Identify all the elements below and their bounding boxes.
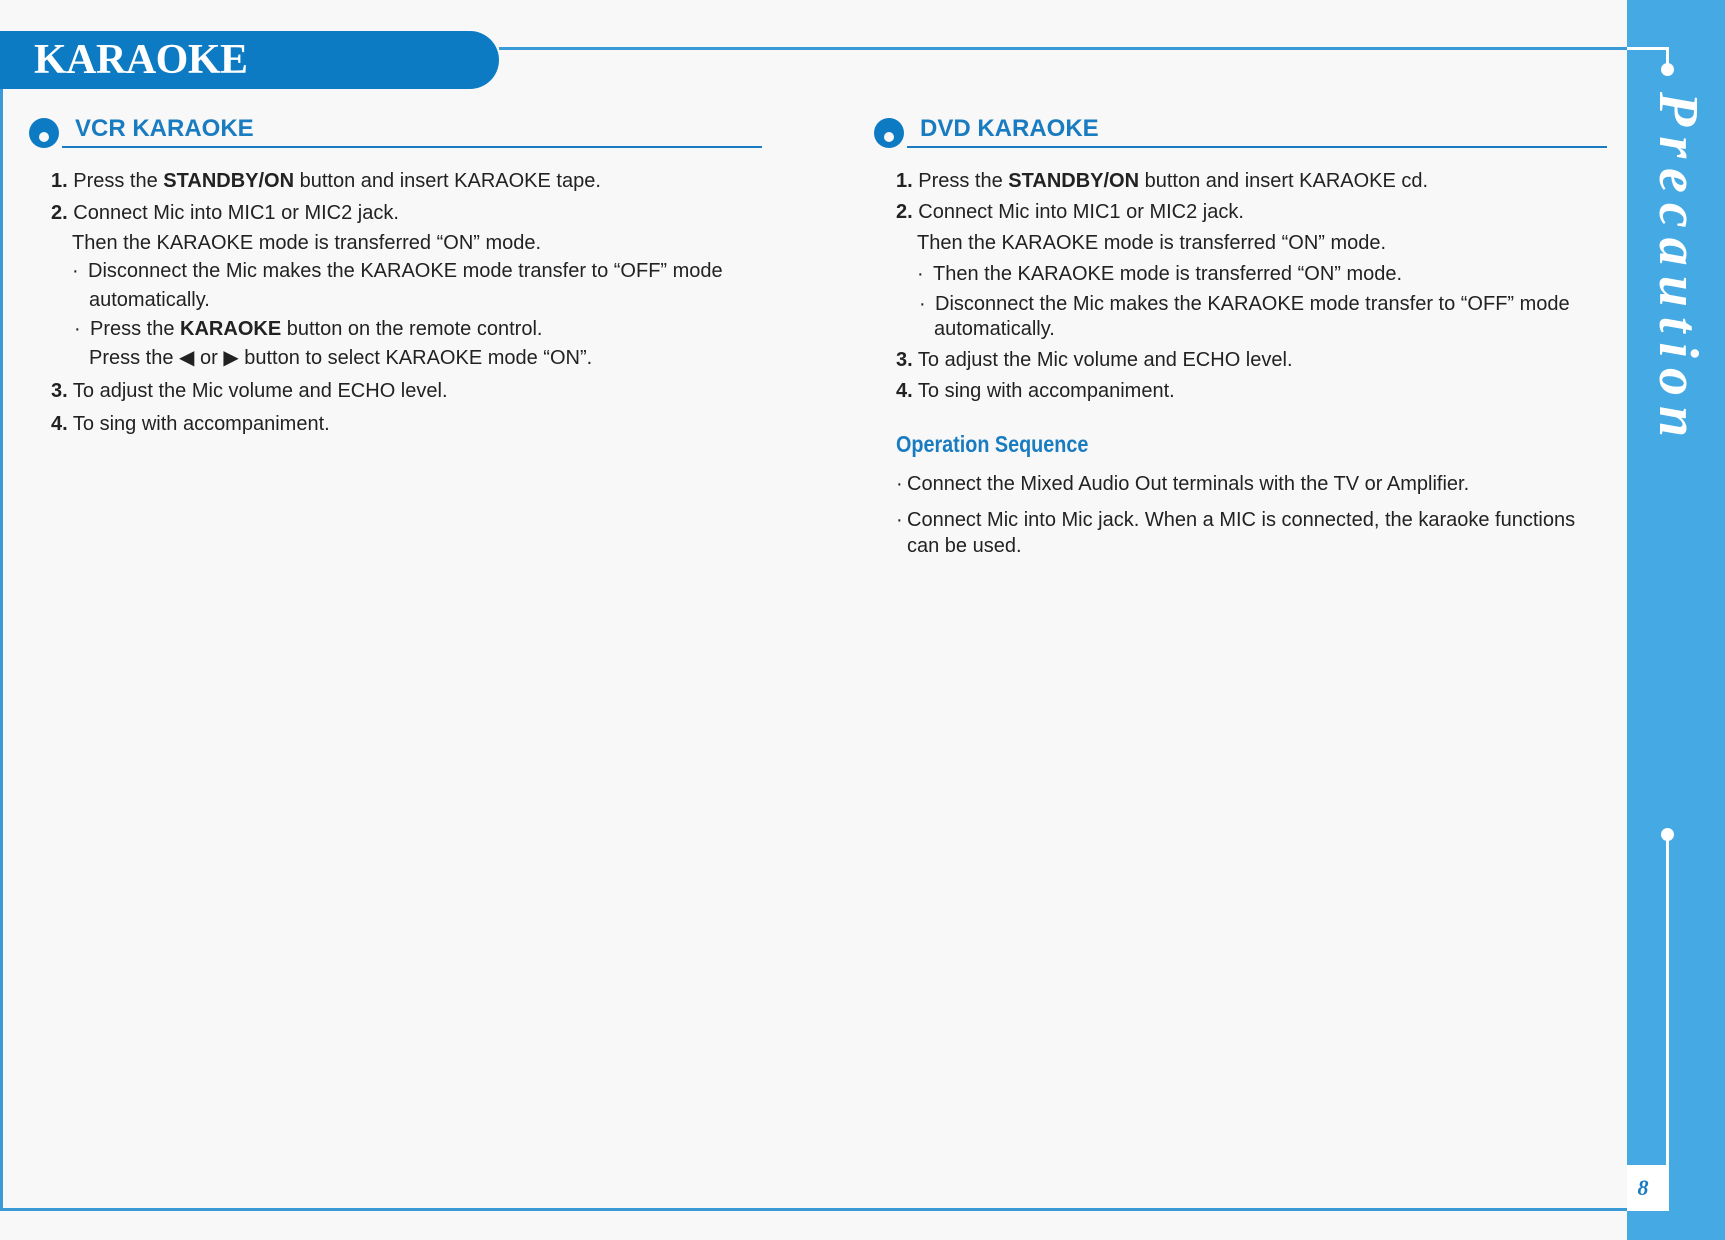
vcr-step-2: 2. Connect Mic into MIC1 or MIC2 jack. — [51, 202, 399, 224]
vcr-karaoke-title: VCR KARAOKE — [75, 115, 254, 142]
vcr-step-2-detail: Then the KARAOKE mode is transferred “ON” mode. — [72, 232, 542, 254]
dvd-step-3: 3. To adjust the Mic volume and ECHO level. — [896, 349, 1293, 371]
dvd-step-2-bullet-2-cont: automatically. — [934, 318, 1055, 340]
dvd-step-4: 4. To sing with accompaniment. — [896, 380, 1175, 402]
vcr-step-2-bullet-1: · Disconnect the Mic makes the KARAOKE mode transfer to “OFF” mode — [72, 260, 723, 282]
operation-bullet-2: · Connect Mic into Mic jack. When a MIC is connected, the karaoke functions — [896, 509, 1576, 531]
operation-bullet-1: · Connect the Mixed Audio Out terminals with the TV or Amplifier. — [896, 473, 1470, 495]
sidebar-dot-top — [1661, 63, 1674, 76]
dvd-step-2-detail: Then the KARAOKE mode is transferred “ON” mode. — [917, 232, 1387, 254]
vcr-step-2-bullet-2-cont: Press the ◀ or ▶ button to select KARAOKE mode “ON”. — [89, 347, 593, 369]
vcr-step-3: 3. To adjust the Mic volume and ECHO level. — [51, 380, 448, 402]
section-bullet-icon — [29, 118, 59, 148]
operation-bullet-2-cont: can be used. — [907, 535, 1022, 557]
left-border — [0, 89, 3, 1211]
section-bullet-icon — [874, 118, 904, 148]
bottom-border — [0, 1208, 1627, 1211]
vcr-step-2-bullet-1-cont: automatically. — [89, 289, 210, 311]
header-rule — [499, 47, 1627, 50]
sidebar-connector — [1627, 47, 1669, 50]
page-title: KARAOKE — [34, 37, 248, 83]
dvd-step-2-bullet-2: · Disconnect the Mic makes the KARAOKE mode transfer to “OFF” mode — [919, 293, 1570, 315]
sidebar-title: Precaution — [1647, 92, 1709, 448]
vcr-title-rule — [62, 146, 762, 148]
page-number: 8 — [1637, 1175, 1649, 1200]
vcr-step-4: 4. To sing with accompaniment. — [51, 413, 330, 435]
dvd-step-2: 2. Connect Mic into MIC1 or MIC2 jack. — [896, 201, 1244, 223]
operation-sequence-heading: Operation Sequence — [896, 431, 1089, 457]
sidebar-line — [1666, 834, 1669, 1210]
dvd-title-rule — [907, 146, 1607, 148]
dvd-step-2-bullet-1: · Then the KARAOKE mode is transferred “ON” mode. — [917, 263, 1403, 285]
vcr-step-2-bullet-2: · Press the KARAOKE button on the remote control. — [74, 318, 543, 340]
vcr-step-1: 1. Press the STANDBY/ON button and insert KARAOKE tape. — [51, 170, 601, 192]
dvd-karaoke-title: DVD KARAOKE — [920, 115, 1099, 142]
dvd-step-1: 1. Press the STANDBY/ON button and insert KARAOKE cd. — [896, 170, 1429, 192]
